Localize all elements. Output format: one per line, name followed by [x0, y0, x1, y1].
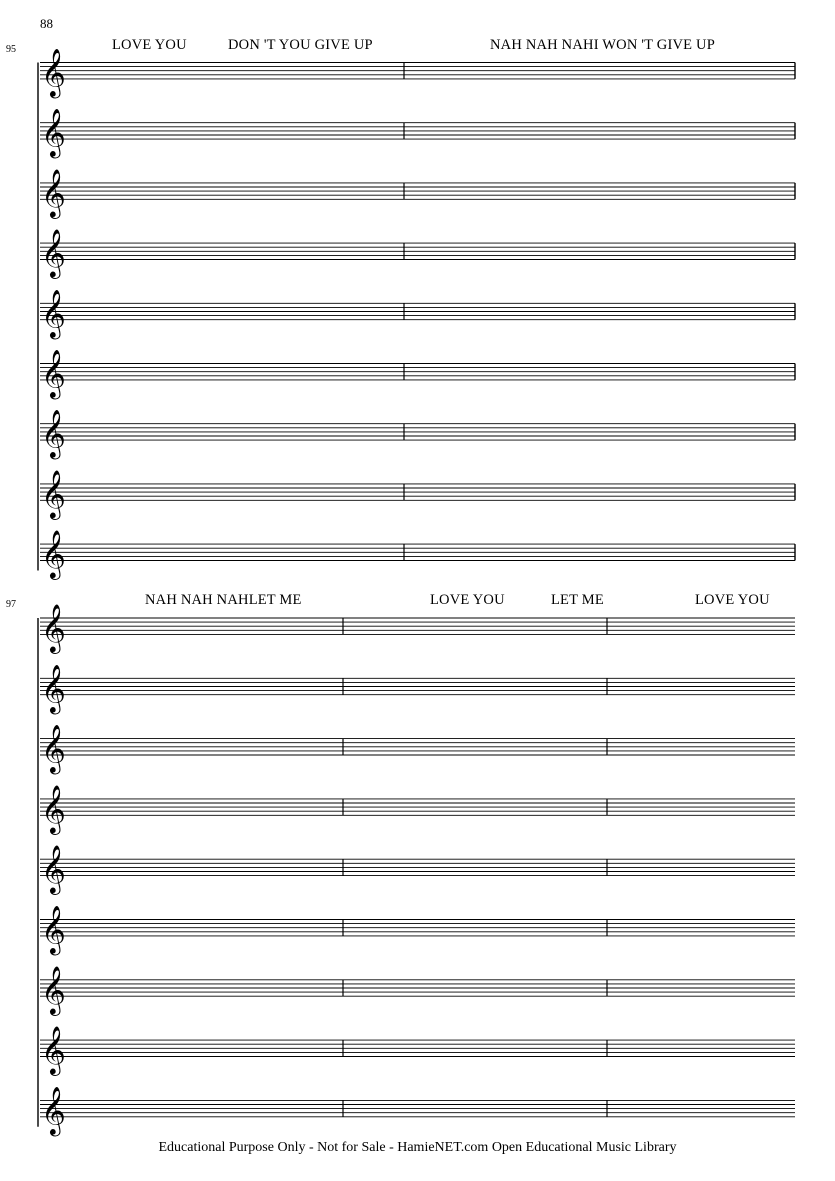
treble-clef-icon: 𝄞	[41, 348, 66, 398]
treble-clef-icon: 𝄞	[41, 529, 66, 579]
treble-clef-icon: 𝄞	[41, 468, 66, 518]
treble-clef-icon: 𝄞	[41, 47, 66, 97]
treble-clef-icon: 𝄞	[41, 228, 66, 278]
lyric: DON 'T YOU GIVE UP	[228, 37, 373, 53]
treble-clef-icon: 𝄞	[41, 1085, 66, 1135]
lyric: LET ME	[551, 592, 604, 608]
treble-clef-icon: 𝄞	[41, 783, 66, 833]
treble-clef-icon: 𝄞	[41, 288, 66, 338]
treble-clef-icon: 𝄞	[41, 167, 66, 217]
lyric: LOVE YOU	[695, 592, 770, 608]
lyric: NAH NAH NAHLET ME	[145, 592, 302, 608]
treble-clef-icon: 𝄞	[41, 603, 66, 652]
lyric: LOVE YOU	[112, 37, 187, 53]
treble-clef-icon: 𝄞	[41, 663, 66, 713]
page-number: 88	[40, 16, 53, 31]
lyric: NAH NAH NAHI WON 'T GIVE UP	[490, 37, 715, 53]
treble-clef-icon: 𝄞	[41, 408, 66, 458]
lyric: LOVE YOU	[430, 592, 505, 608]
treble-clef-icon: 𝄞	[41, 844, 66, 894]
treble-clef-icon: 𝄞	[41, 107, 66, 157]
treble-clef-icon: 𝄞	[41, 723, 66, 773]
treble-clef-icon: 𝄞	[41, 904, 66, 954]
measure-number: 95	[6, 44, 16, 55]
measure-number: 97	[6, 599, 16, 610]
treble-clef-icon: 𝄞	[41, 1025, 66, 1075]
footer-notice: Educational Purpose Only - Not for Sale - HamieNET.com Open Educational Music Library	[158, 1140, 677, 1155]
treble-clef-icon: 𝄞	[41, 964, 66, 1014]
